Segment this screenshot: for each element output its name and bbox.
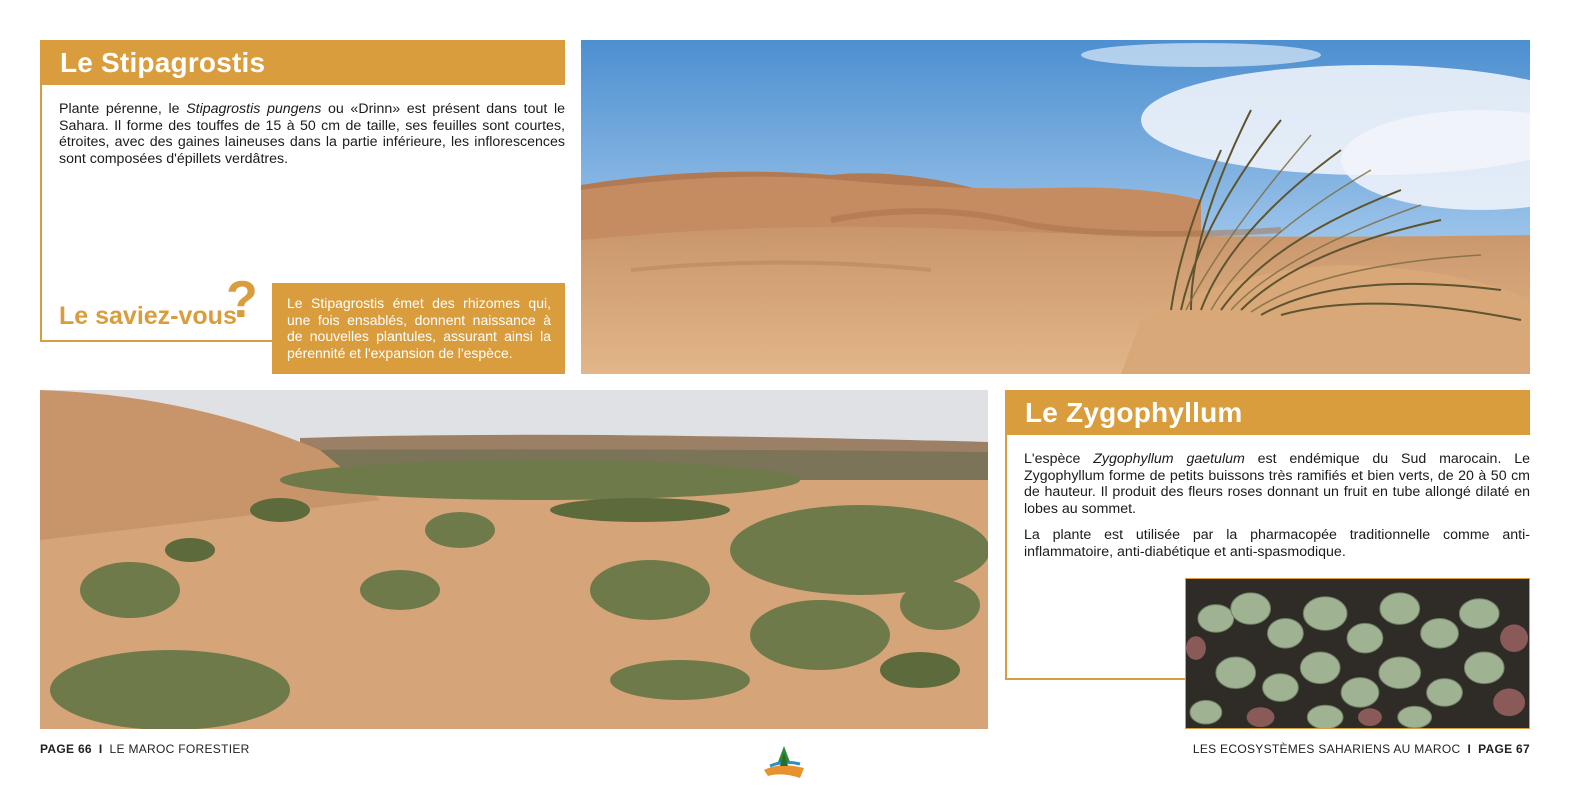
footer-right — [1193, 742, 1530, 756]
stipagrostis-title: Le Stipagrostis — [40, 40, 565, 85]
forest-logo — [760, 744, 808, 780]
page-number-right: PAGE 67 — [1478, 742, 1530, 756]
shrubland-photo — [40, 390, 988, 729]
dunes-photo — [581, 40, 1530, 374]
zygophyllum-paragraph-2: La plante est utilisée par la pharmacopée traditionnelle comme anti-inflammatoire, anti-diabétique et anti-spasmodique. — [1024, 527, 1530, 560]
footer-left — [40, 742, 250, 756]
chapter-title: LES ECOSYSTÈMES SAHARIENS AU MAROC — [1192, 742, 1461, 756]
zygophyllum-paragraph-1: L'espèce Zygophyllum gaetulum est endémique du Sud marocain. Le Zygophyllum forme de petits buissons très ramifiés et bien verts, de 20 à 50 cm de hauteur. Il produit des fleurs roses donnant un fruit en tube allongé dilaté en lobes au sommet. — [1024, 451, 1530, 517]
zygophyllum-title: Le Zygophyllum — [1005, 390, 1530, 435]
zygophyllum-closeup-photo — [1185, 578, 1530, 729]
page-number-left: PAGE 66 — [40, 742, 92, 756]
book-title: LE MAROC FORESTIER — [109, 742, 250, 756]
saviez-vous-fact: Le Stipagrostis émet des rhizomes qui, une fois ensablés, donnent naissance à de nouvelles plantules, assurant ainsi la pérennité et l'expansion de l'espèce. — [272, 283, 565, 374]
footer-separator: I — [1467, 742, 1472, 756]
zygophyllum-description — [1024, 451, 1530, 560]
saviez-vous-heading: Le saviez-vous ? — [59, 271, 258, 330]
stipagrostis-description: Plante pérenne, le Stipagrostis pungens ou «Drinn» est présent dans tout le Sahara. Il forme des touffes de 15 à 50 cm de taille, ses feuilles sont courtes, étroites, avec des gaines laineuses dans la partie inférieure, les inflorescences sont composées d'épillets verdâtres. — [59, 101, 565, 167]
footer-separator: I — [98, 742, 103, 756]
